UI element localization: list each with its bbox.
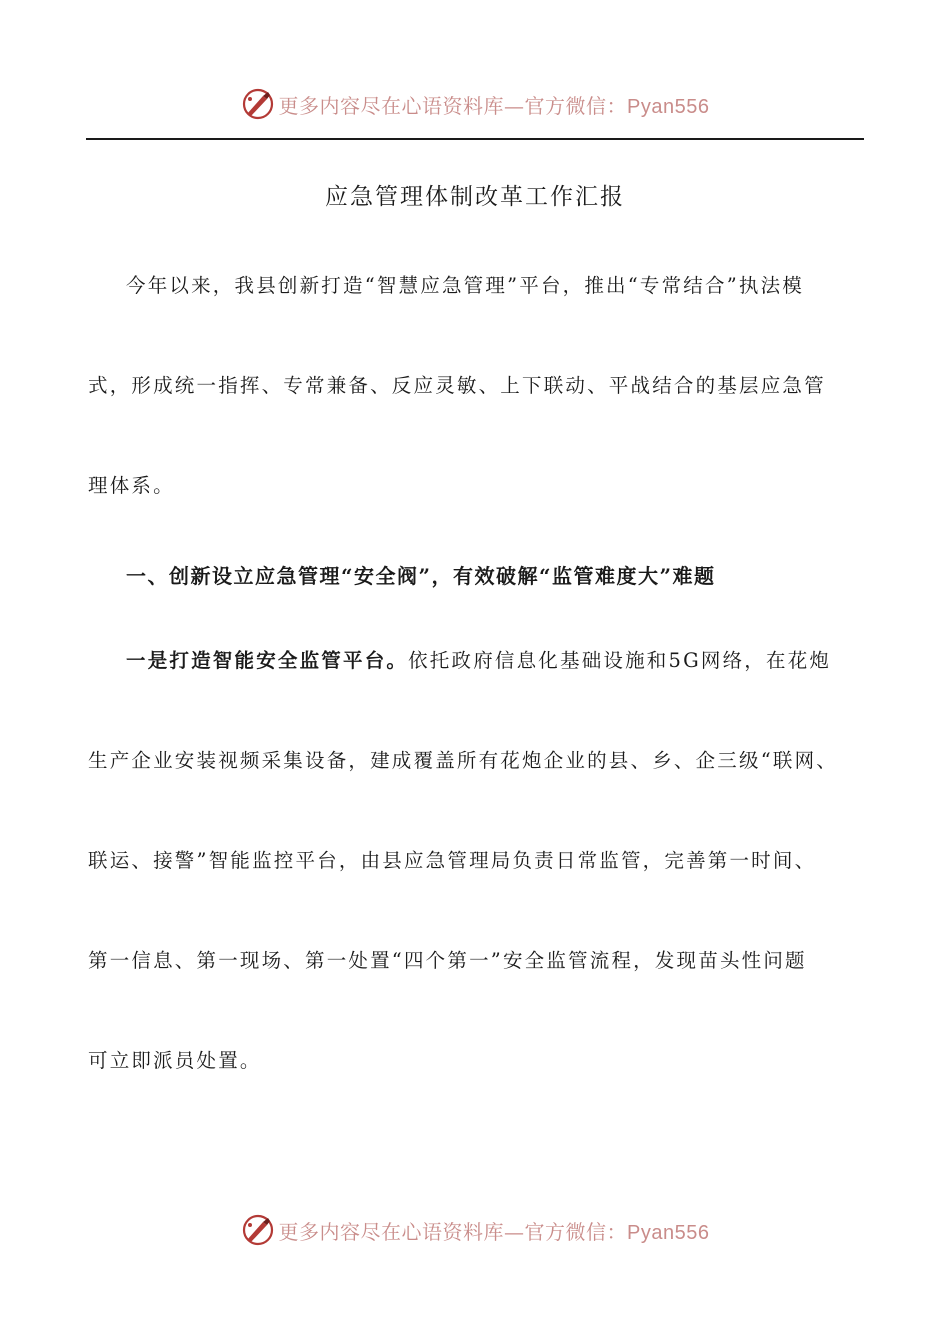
lead-sentence: 一是打造智能安全监管平台。 xyxy=(126,649,409,672)
text-line: 生产企业安装视频采集设备，建成覆盖所有花炮企业的县、乡、企三级“联网、 xyxy=(88,749,838,772)
section-heading: 一、创新设立应急管理“安全阀”，有效破解“监管难度大”难题 xyxy=(126,564,716,588)
text-line: 联运、接警”智能监控平台，由县应急管理局负责日常监管，完善第一时间、 xyxy=(88,849,817,872)
text-line: 理体系。 xyxy=(88,474,175,497)
footer-banner xyxy=(0,1210,950,1250)
banner-text: 更多内容尽在心语资料库—官方微信：Pyan556 xyxy=(278,93,710,118)
banner-text: 更多内容尽在心语资料库—官方微信：Pyan556 xyxy=(278,1219,710,1244)
text-line: 一是打造智能安全监管平台。依托政府信息化基础设施和5G网络，在花炮 xyxy=(126,649,832,672)
text-line: 今年以来，我县创新打造“智慧应急管理”平台，推出“专常结合”执法模 xyxy=(126,274,804,297)
text-line: 第一信息、第一现场、第一处置“四个第一”安全监管流程，发现苗头性问题 xyxy=(88,949,807,972)
intro-paragraph xyxy=(88,270,864,500)
wechat-id: Pyan556 xyxy=(627,95,710,118)
text-line: 可立即派员处置。 xyxy=(88,1049,262,1072)
wechat-id: Pyan556 xyxy=(627,1221,710,1244)
pen-logo-icon xyxy=(241,1213,275,1247)
document-title: 应急管理体制改革工作汇报 xyxy=(325,184,625,210)
section-paragraph xyxy=(88,645,864,1075)
pen-logo-icon xyxy=(241,87,275,121)
header-banner xyxy=(0,84,950,124)
text-line: 式，形成统一指挥、专常兼备、反应灵敏、上下联动、平战结合的基层应急管 xyxy=(88,374,826,397)
header-divider xyxy=(86,138,864,140)
